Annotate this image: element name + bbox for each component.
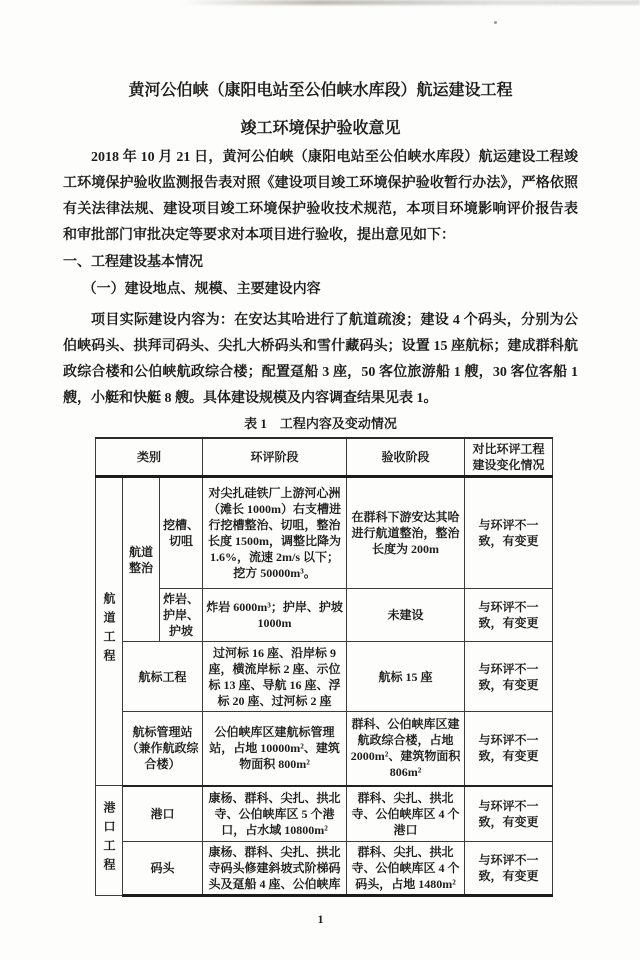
table-caption: 表 1 工程内容及变动情况 [244, 416, 397, 431]
header-comparison: 对比环评工程建设变化情况 [465, 438, 553, 477]
scan-artifact-top-edge [180, 0, 640, 5]
table-header-row [96, 438, 553, 477]
cell-blasting-eia: 炸岩 6000m³；护岸、护坡 1000m [203, 589, 347, 642]
row-label-blasting: 炸岩、护岸、护坡 [160, 589, 203, 642]
table-row-blasting [96, 589, 553, 642]
row-label-mark-station: 航标管理站（兼作航政综合楼） [123, 712, 203, 786]
document-title-line1: 黄河公伯峡（康阳电站至公伯峡水库段）航运建设工程 [128, 82, 513, 99]
cell-dredging-comparison: 与环评不一致，有变更 [465, 477, 553, 589]
table-row-dredging [96, 477, 553, 589]
group-waterway-works-label: 航道工程 [102, 591, 116, 668]
cell-wharf-eia: 康杨、群科、尖扎、拱北寺码头修建斜坡式阶梯码头及趸船 4 座、公伯峡库 [203, 842, 347, 896]
row-label-navigation-marks: 航标工程 [123, 642, 203, 712]
cell-navmarks-eia: 过河标 16 座、沿岸标 9 座，横流岸标 2 座、示位标 13 座、导航 16 座、浮标 20 座、过河标 2 座 [203, 642, 347, 712]
header-category: 类别 [96, 438, 203, 477]
row-label-wharf: 码头 [123, 842, 203, 896]
header-acceptance-stage: 验收阶段 [347, 438, 465, 477]
header-eia-stage: 环评阶段 [203, 438, 347, 477]
group-channel-regulation: 航道整治 [123, 477, 160, 642]
cell-blasting-comparison: 与环评不一致，有变更 [465, 589, 553, 642]
intro-paragraph: 2018 年 10 月 21 日，黄河公伯峡（康阳电站至公伯峡水库段）航运建设工程竣工环境保护验收监测报告表对照《建设项目竣工环境保护验收暂行办法》，严格依照有关法律法规、建设项目竣工环境保护验收技术规范，本项目环境影响评价报告表和审批部门审批决定等要求对本项目进行验收，提出意见如下： [63, 150, 578, 243]
page-number: 1 [317, 912, 324, 926]
construction-content-paragraph: 项目实际建设内容为：在安达其哈进行了航道疏浚；建设 4 个码头，分别为公伯峡码头、拱拜司码头、尖扎大桥码头和雪什藏码头；设置 15 座航标；建成群科航政综合楼和公伯峡航政综合楼；配置趸船 3 座，50 客位旅游船 1 艘，30 客位客船 1 艘，小艇和快艇 8 艘。具体建设规模及内容调查结果见表 1。 [63, 313, 578, 406]
group-waterway-works [96, 477, 123, 786]
cell-navmarks-comparison: 与环评不一致，有变更 [465, 642, 553, 712]
row-label-port: 港口 [123, 786, 203, 842]
cell-blasting-acceptance: 未建设 [347, 589, 465, 642]
cell-dredging-eia: 对尖扎硅铁厂上游河心洲（滩长 1000m）右支槽进行挖槽整治、切咀，整治长度 1500m，调整比降为 1.6%，流速 2m/s 以下；挖方 50000m³。 [203, 477, 347, 589]
document-title-line2: 竣工环境保护验收意见 [240, 120, 401, 137]
cell-station-acceptance: 群科、公伯峡库区建航政综合楼，占地 2000m²、建筑物面积 806m² [347, 712, 465, 786]
cell-port-comparison: 与环评不一致，有变更 [465, 786, 553, 842]
cell-station-eia: 公伯峡库区建航标管理站，占地 10000m²、建筑物面积 800m² [203, 712, 347, 786]
table-row-navigation-marks [96, 642, 553, 712]
cell-wharf-acceptance: 群科、尖扎、拱北寺、公伯峡库区 4 个码头，占地 1480m² [347, 842, 465, 896]
group-port-works [96, 786, 123, 896]
section-heading-1: 一、工程建设基本情况 [63, 255, 203, 270]
cell-dredging-acceptance: 在群科下游安达其哈进行航道整治，整治长度为 200m [347, 477, 465, 589]
cell-port-eia: 康杨、群科、尖扎、拱北寺、公伯峡库区 5 个港口，占水域 10800m² [203, 786, 347, 842]
cell-port-acceptance: 群科、尖扎、拱北寺、公伯峡库区 4 个港口 [347, 786, 465, 842]
row-label-dredging: 挖槽、切咀 [160, 477, 203, 589]
cell-navmarks-acceptance: 航标 15 座 [347, 642, 465, 712]
cell-station-comparison: 与环评不一致，有变更 [465, 712, 553, 786]
scan-artifact-speck [494, 21, 497, 24]
project-content-table [95, 437, 553, 897]
cell-wharf-comparison: 与环评不一致，有变更 [465, 842, 553, 896]
section-heading-1-1: （一）建设地点、规模、主要建设内容 [82, 282, 321, 297]
table-row-mark-station [96, 712, 553, 786]
table-row-port [96, 786, 553, 842]
group-port-works-label: 港口工程 [102, 800, 116, 877]
table-row-wharf [96, 842, 553, 896]
